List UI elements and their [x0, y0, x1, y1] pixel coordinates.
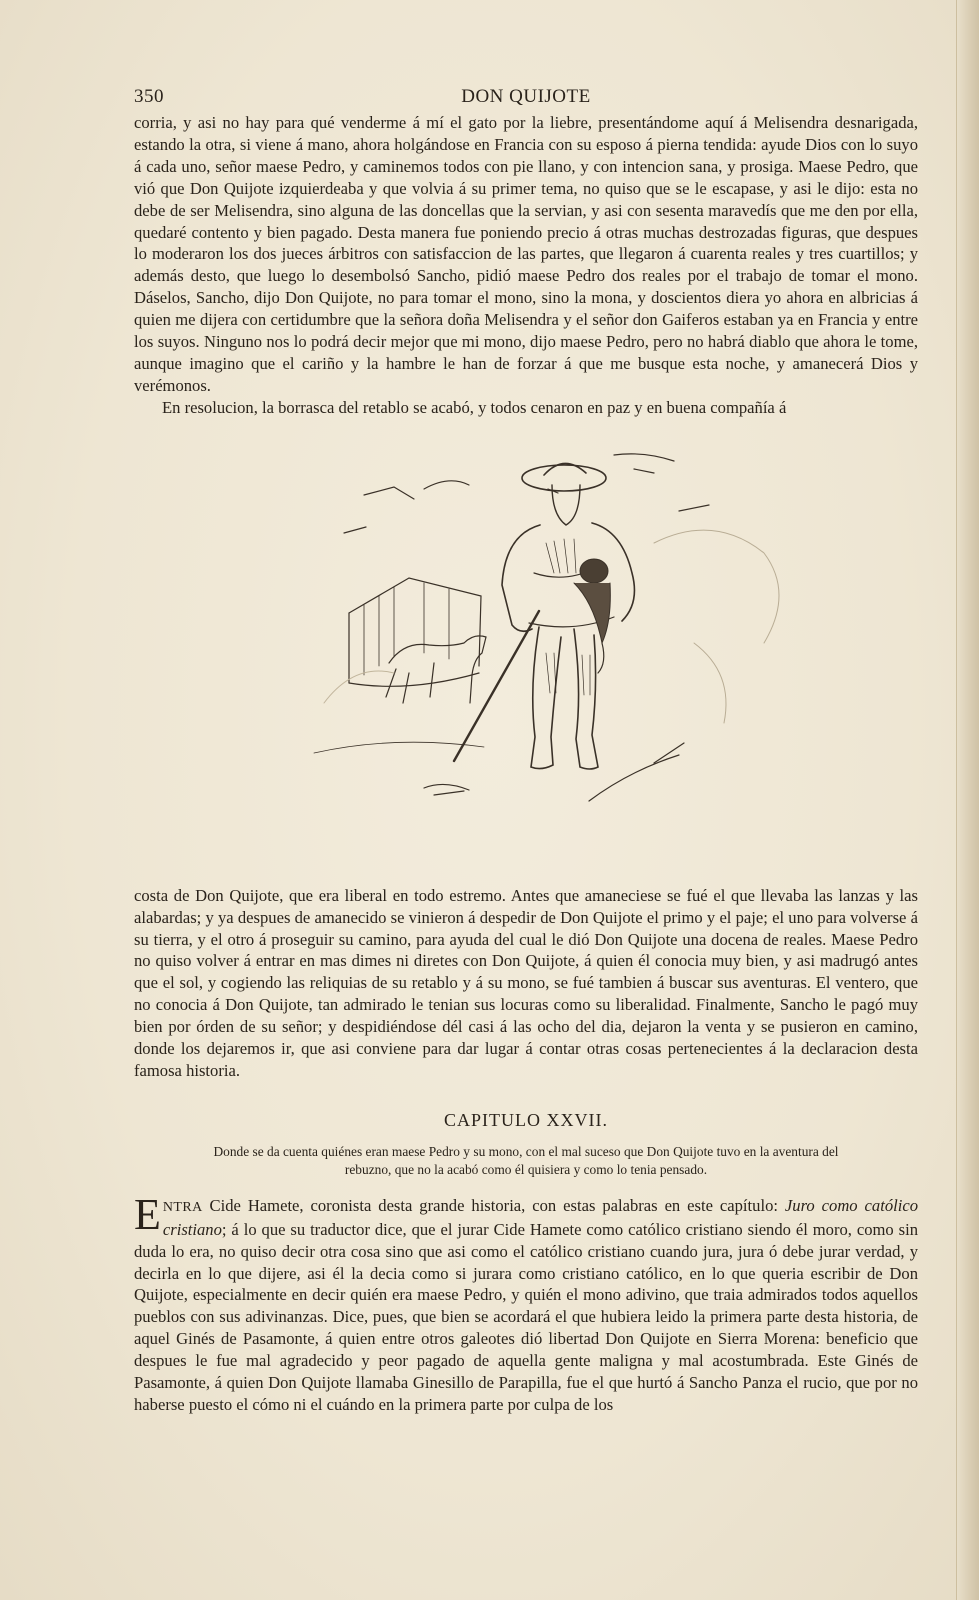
paragraph-after-image: costa de Don Quijote, que era liberal en todo estremo. Antes que amaneciese se fué el que llevaba las lanzas y las alabardas; y ya despues de amanecido se vinieron á despedir de Don Quijote el primo y el paje; el uno para volverse á su tierra, y el otro á proseguir su camino, para ayuda del cual le dió Don Quijote una docena de reales. Maese Pedro no quiso volver á entrar en mas dimes ni diretes con Don Quijote, á quien él conocia muy bien, y asi madrugó antes que el sol, y cogiendo las reliquias de su retablo y á su mono, se fué tambien á buscar sus aventuras. El ventero, que no conocia á Don Quijote, tan admirado le tenian sus locuras como su liberalidad. Finalmente, Sancho le pagó muy bien por órden de su señor; y despidiéndose dél casi á las ocho del dia, dejaron la venta y se pusieron en camino, donde los dejaremos ir, que asi conviene para dar lugar á contar otras cosas pertenecientes á la declaracion desta famosa historia.: [134, 885, 918, 1080]
chapter-text-part-2: ; á lo que su traductor dice, que el jurar Cide Hamete como católico cristiano siendo él moro, como sin duda lo era, no quiso decir otra cosa sino que asi como el católico cristiano cuando jura, jura ó debe jurar verdad, y decirla en lo que dijere, asi él la decia como si jurara como cristiano católico, en lo que queria escribir de Don Quijote, especialmente en decir quién era maese Pedro, y quién el mono adivino, que traia admirados todos aquellos pueblos con sus adivinanzas. Dice, pues, que bien se acordará el que hubiera leido la primera parte desta historia, de aquel Ginés de Pasamonte, á quien entre otros galeotes dió libertad Don Quijote en Sierra Morena: beneficio que despues le fue mal agradecido y peor pagado de aquella gente maligna y mal acostumbrada. Este Ginés de Pasamonte, á quien Don Quijote llamaba Ginesillo de Parapilla, fue el que hurtó á Sancho Panza el rucio, que por no haberse puesto el cómo ni el cuándo en la primera parte por culpa de los: [134, 1219, 918, 1414]
engraving-man-with-monkey: [134, 423, 918, 879]
chapter-first-paragraph: [134, 1189, 918, 1416]
chapter-summary: Donde se da cuenta quiénes eran maese Pedro y su mono, con el mal suceso que Don Quijote tuvo en la aventura del rebuzno, que no la acabó como él quisiera y como lo tenia pensado.: [213, 1143, 839, 1177]
page-number: 350: [134, 86, 164, 107]
chapter-italic-phrase: Juro como católico cristiano: [162, 1195, 918, 1239]
chapter-title: CAPITULO XXVII.: [444, 1109, 608, 1130]
page-edge: [956, 0, 979, 1600]
first-word-smallcaps: NTRA: [162, 1199, 203, 1215]
chapter-text-part-1: Cide Hamete, coronista desta grande historia, con estas palabras en este capítulo:: [202, 1195, 785, 1215]
paragraph-top-2: En resolucion, la borrasca del retablo se acabó, y todos cenaron en paz y en buena compañía á: [162, 397, 787, 417]
drop-cap: E: [134, 1189, 161, 1239]
page-content: [134, 86, 918, 1416]
engraving-illustration: [134, 423, 918, 879]
running-title: DON QUIJOTE: [461, 86, 591, 107]
page-header: [134, 86, 918, 112]
paragraph-top-1: corria, y asi no hay para qué venderme á mí el gato por la liebre, presentándome aquí á Melisendra desnarigada, estando la otra, si viene á mano, ahora holgándose en Francia con su esposo á pierna tendida: ayude Dios con lo suyo á cada uno, señor maese Pedro, y caminemos todos con pie llano, y con intencion sana, y prosiga. Maese Pedro, que vió que Don Quijote izquierdeaba y que volvia á su primer tema, no quiso que se le escapase, y asi le dijo: esta no debe de ser Melisendra, sino alguna de las doncellas que la servian, y asi con sesenta maravedís que me den por ella, quedaré contento y bien pagado. Desta manera fue poniendo precio á otras muchas destrozadas figuras, que despues lo moderaron los dos jueces árbitros con satisfaccion de las partes, que llegaron á cuarenta reales y tres cuartillos; y además desto, que luego lo desembolsó Sancho, pidió maese Pedro dos reales por el trabajo de tomar el mono. Dáselos, Sancho, dijo Don Quijote, no para tomar el mono, sino la mona, y doscientos diera yo ahora en albricias á quien me dijera con certidumbre que la señora doña Melisendra y el señor don Gaiferos estaban ya en Francia y entre los suyos. Ninguno nos lo podrá decir mejor que mi mono, dijo maese Pedro, pero no habrá diablo que ahora le tome, aunque imagino que el cariño y la hambre le han de forzar á que me busque esta noche, y amanecerá Dios y verémonos.: [134, 113, 918, 395]
